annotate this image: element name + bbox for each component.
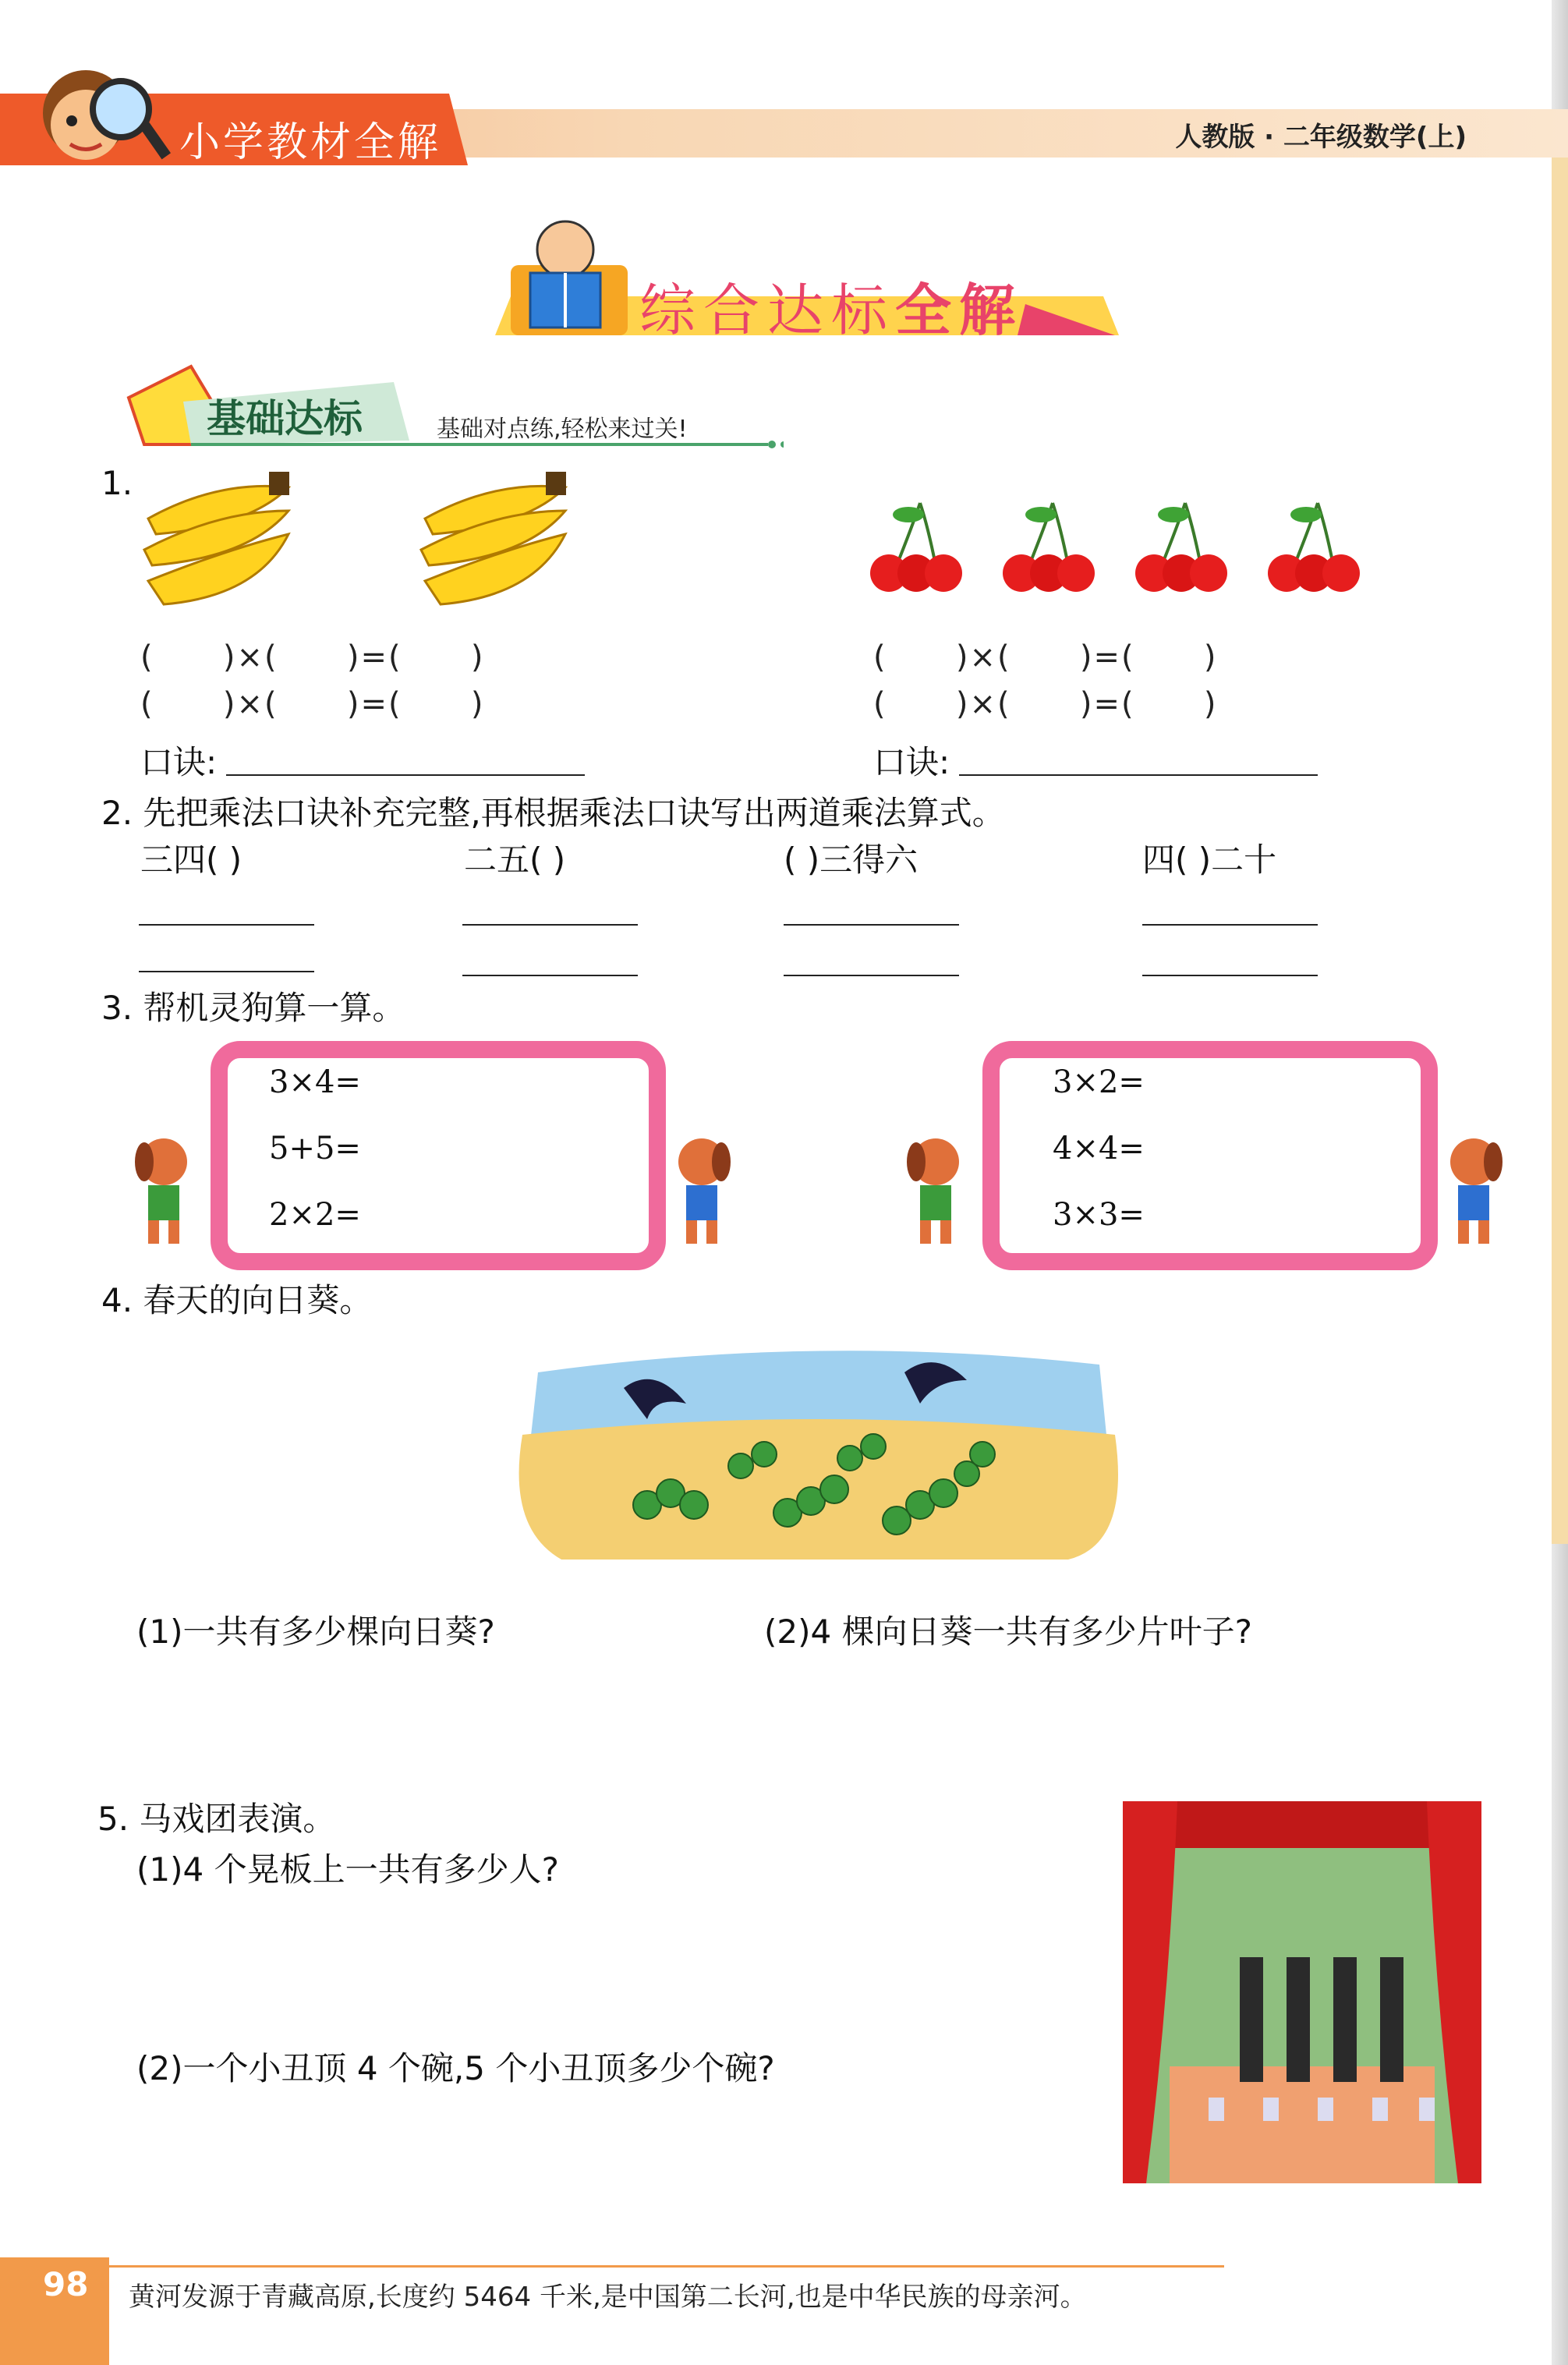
q4-sub-1: (1)一共有多少棵向日葵?: [136, 1613, 495, 1651]
banana-icon: [133, 464, 312, 628]
q2-answer-line[interactable]: [784, 975, 959, 976]
q2-answer-line[interactable]: [139, 971, 314, 972]
calc-item[interactable]: 2×2=: [269, 1197, 361, 1233]
calc-item[interactable]: 5+5=: [269, 1131, 361, 1167]
page-number: 98: [43, 2265, 89, 2303]
sunflower-field-image: [507, 1326, 1131, 1575]
cherry-icon: [865, 495, 967, 600]
q2-item-2[interactable]: 二五( ): [464, 841, 566, 879]
dog-icon: [655, 1131, 749, 1248]
calc-item[interactable]: 3×3=: [1053, 1197, 1145, 1233]
q2-answer-line[interactable]: [139, 924, 314, 926]
q1-left-koujue: 口诀:: [140, 743, 218, 781]
q3-question: 3. 帮机灵狗算一算。: [101, 989, 405, 1027]
boy-magnifier-icon: [23, 55, 172, 172]
sub-section-note: 基础对点练,轻松来过关!: [437, 416, 688, 443]
banana-icon: [409, 464, 589, 628]
q2-answer-line[interactable]: [462, 924, 638, 926]
q1-left-row-2[interactable]: ( )×( )=( ): [140, 686, 485, 722]
q1-number: 1.: [101, 464, 133, 502]
q2-item-1[interactable]: 三四( ): [140, 841, 242, 879]
q4-sub-2: (2)4 棵向日葵一共有多少片叶子?: [764, 1613, 1252, 1651]
q1-left-koujue-line[interactable]: [226, 774, 585, 776]
q2-answer-line[interactable]: [1142, 975, 1318, 976]
calc-frame-right: [982, 1041, 1438, 1270]
q5-sub-1: (1)4 个晃板上一共有多少人?: [136, 1850, 559, 1889]
q1-right-row-2[interactable]: ( )×( )=( ): [873, 686, 1218, 722]
calc-item[interactable]: 4×4=: [1053, 1131, 1145, 1167]
q1-right-row-1[interactable]: ( )×( )=( ): [873, 639, 1218, 675]
q2-item-3[interactable]: ( )三得六: [784, 841, 919, 879]
cherry-icon: [998, 495, 1099, 600]
dog-icon: [117, 1131, 211, 1248]
banner-bold: 全解: [895, 278, 1024, 343]
dog-icon: [889, 1131, 982, 1248]
page-edge-tab: [1552, 140, 1568, 1544]
q1-right-koujue-line[interactable]: [959, 774, 1318, 776]
edition-label: 人教版 · 二年级数学(上): [1175, 122, 1467, 153]
q2-answer-line[interactable]: [784, 924, 959, 926]
q2-answer-line[interactable]: [1142, 924, 1318, 926]
cherry-icon: [1263, 495, 1364, 600]
q1-right-koujue: 口诀:: [873, 743, 950, 781]
calc-item[interactable]: 3×2=: [1053, 1064, 1145, 1100]
calc-item[interactable]: 3×4=: [269, 1064, 361, 1100]
section-banner-title: [639, 265, 1023, 346]
q2-item-4[interactable]: 四( )二十: [1142, 841, 1277, 879]
cherry-icon: [1131, 495, 1232, 600]
q5-question: 5. 马戏团表演。: [97, 1800, 336, 1838]
q2-answer-line[interactable]: [462, 975, 638, 976]
book-title: 小学教材全解: [179, 119, 442, 166]
q4-question: 4. 春天的向日葵。: [101, 1281, 373, 1319]
footer-fun-fact: 黄河发源于青藏高原,长度约 5464 千米,是中国第二长河,也是中华民族的母亲河。: [129, 2282, 1087, 2313]
banner-prefix: 综合达标: [639, 278, 896, 343]
q1-left-row-1[interactable]: ( )×( )=( ): [140, 639, 485, 675]
circus-stage-image: [1123, 1801, 1481, 2183]
footer-divider: [109, 2265, 1224, 2268]
sub-section-title: 基础达标: [207, 396, 363, 441]
q2-question: 2. 先把乘法口诀补充完整,再根据乘法口诀写出两道乘法算式。: [101, 794, 1005, 832]
dog-icon: [1427, 1131, 1520, 1248]
q5-sub-2: (2)一个小丑顶 4 个碗,5 个小丑顶多少个碗?: [136, 2049, 775, 2087]
